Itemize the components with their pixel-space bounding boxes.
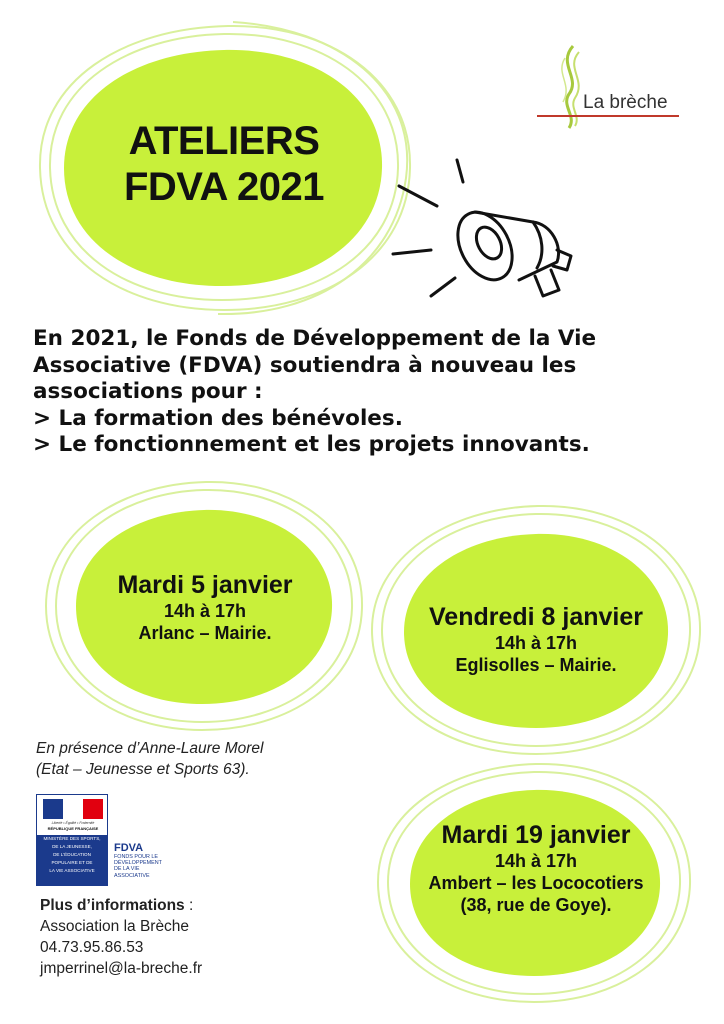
ministry-line-3: DE L'ÉDUCATION — [53, 852, 91, 857]
event-time-2: 14h à 17h — [494, 633, 578, 653]
event-time-3: 14h à 17h — [494, 851, 578, 871]
event-card-1 — [60, 570, 350, 644]
intro-line-3: associations pour : — [33, 379, 263, 404]
title-line-2: FDVA 2021 — [123, 165, 325, 209]
la-breche-logo-text: La brèche — [583, 92, 668, 113]
event-place-3-address: (38, rue de Goye). — [460, 895, 612, 915]
event-card-3 — [384, 820, 688, 916]
fdva-line-2: DÉVELOPPEMENT — [114, 860, 162, 867]
contact-heading — [40, 895, 360, 916]
event-place-1: Arlanc – Mairie. — [138, 623, 272, 643]
ministry-line-2: DE LA JEUNESSE, — [52, 844, 92, 849]
contact-block — [40, 895, 360, 979]
event-place-2: Eglisolles – Mairie. — [455, 655, 617, 675]
intro-line-1: En 2021, le Fonds de Développement de la Vie — [33, 326, 597, 351]
ministry-panel — [36, 794, 108, 886]
contact-phone: 04.73.95.86.53 — [40, 939, 144, 956]
event-card-2 — [384, 602, 688, 676]
contact-heading-suffix: : — [184, 897, 194, 914]
marianne-flag-icon — [43, 799, 103, 819]
event-date-2: Vendredi 8 janvier — [429, 603, 643, 631]
ministry-line-1: MINISTÈRE DES SPORTS, — [43, 836, 101, 841]
logo-red-underline — [537, 115, 679, 117]
event-date-1: Mardi 5 janvier — [117, 571, 293, 599]
intro-line-4: > La formation des bénévoles. — [33, 405, 403, 431]
flame-icon — [551, 44, 591, 130]
presence-note — [36, 738, 356, 780]
presence-line-1: En présence d’Anne-Laure Morel — [36, 740, 264, 757]
fdva-title: FDVA — [114, 842, 144, 854]
la-breche-logo — [537, 44, 687, 130]
fdva-mark — [114, 842, 186, 879]
fdva-line-3: DE LA VIE — [114, 866, 140, 873]
fdva-line-1: FONDS POUR LE — [114, 854, 159, 860]
ministry-fdva-logo — [36, 794, 186, 886]
contact-heading-label: Plus d’informations — [40, 897, 185, 914]
intro-line-2: Associative (FDVA) soutiendra à nouveau les — [33, 352, 577, 378]
republic-motto: Liberté • Égalité • Fraternité — [51, 821, 95, 825]
title-line-1: ATELIERS — [128, 119, 320, 163]
event-time-1: 14h à 17h — [163, 601, 247, 621]
megaphone-icon — [385, 150, 585, 310]
page-title — [64, 118, 384, 210]
intro-line-5: > Le fonctionnement et les projets innovants. — [33, 432, 590, 457]
event-place-3: Ambert – les Lococotiers — [428, 873, 644, 893]
ministry-name-block — [37, 835, 107, 885]
intro-text — [33, 326, 713, 459]
contact-org: Association la Brèche — [40, 918, 190, 935]
ministry-line-5: LA VIE ASSOCIATIVE — [49, 868, 95, 873]
fdva-line-4: ASSOCIATIVE — [114, 872, 150, 879]
event-date-3: Mardi 19 janvier — [441, 821, 631, 849]
republic-name: RÉPUBLIQUE FRANÇAISE — [47, 826, 99, 831]
ministry-line-4: POPULAIRE ET DE — [51, 860, 93, 865]
contact-email[interactable]: jmperrinel@la-breche.fr — [40, 960, 203, 977]
presence-line-2: (Etat – Jeunesse et Sports 63). — [36, 761, 250, 778]
